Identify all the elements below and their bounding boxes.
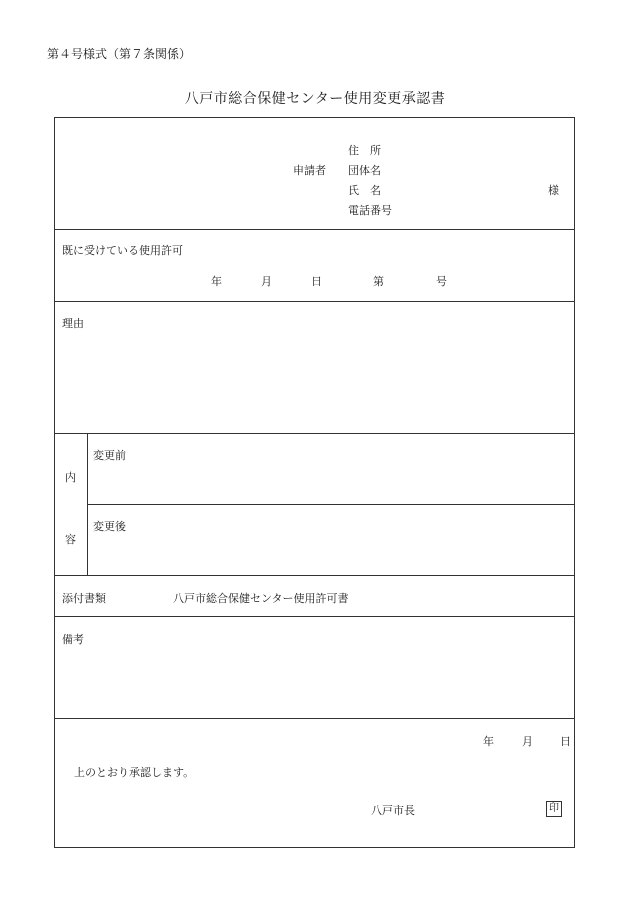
- before-change-label: 変更前: [93, 449, 126, 462]
- divider-reason: [55, 433, 574, 434]
- form-number: 第４号様式（第７条関係）: [47, 47, 192, 61]
- seal-stamp: 印: [546, 801, 562, 817]
- approval-statement: 上のとおり承認します。: [74, 766, 195, 779]
- permit-month: 月: [261, 275, 272, 288]
- approval-month: 月: [522, 735, 533, 748]
- approval-year: 年: [483, 735, 494, 748]
- attachments-value: 八戸市総合保健センター使用許可書: [173, 592, 349, 605]
- content-label-top: 内: [65, 471, 76, 484]
- existing-permit-label: 既に受けている使用許可: [62, 244, 183, 257]
- organization-label: 団体名: [348, 164, 381, 177]
- divider-attachments: [55, 616, 574, 617]
- divider-permit: [55, 301, 574, 302]
- divider-content-mid: [87, 504, 574, 505]
- approval-day: 日: [560, 735, 571, 748]
- remarks-label: 備考: [62, 633, 84, 646]
- permit-year: 年: [211, 275, 222, 288]
- divider-content-column: [87, 433, 88, 575]
- divider-remarks: [55, 718, 574, 719]
- honorific: 様: [548, 184, 559, 197]
- document-title: 八戸市総合保健センター使用変更承認書: [184, 91, 446, 107]
- permit-number-suffix: 号: [436, 275, 447, 288]
- form-frame: [54, 117, 575, 848]
- permit-number-prefix: 第: [373, 275, 384, 288]
- address-label: 住 所: [348, 144, 381, 157]
- divider-content: [55, 575, 574, 576]
- mayor-title: 八戸市長: [371, 804, 415, 817]
- phone-label: 電話番号: [348, 204, 392, 217]
- divider-applicant: [55, 229, 574, 230]
- after-change-label: 変更後: [93, 520, 126, 533]
- content-label-bottom: 容: [65, 533, 76, 546]
- applicant-label: 申請者: [293, 164, 326, 177]
- reason-label: 理由: [62, 317, 84, 330]
- permit-day: 日: [311, 275, 322, 288]
- name-label: 氏 名: [348, 184, 381, 197]
- attachments-label: 添付書類: [62, 592, 106, 605]
